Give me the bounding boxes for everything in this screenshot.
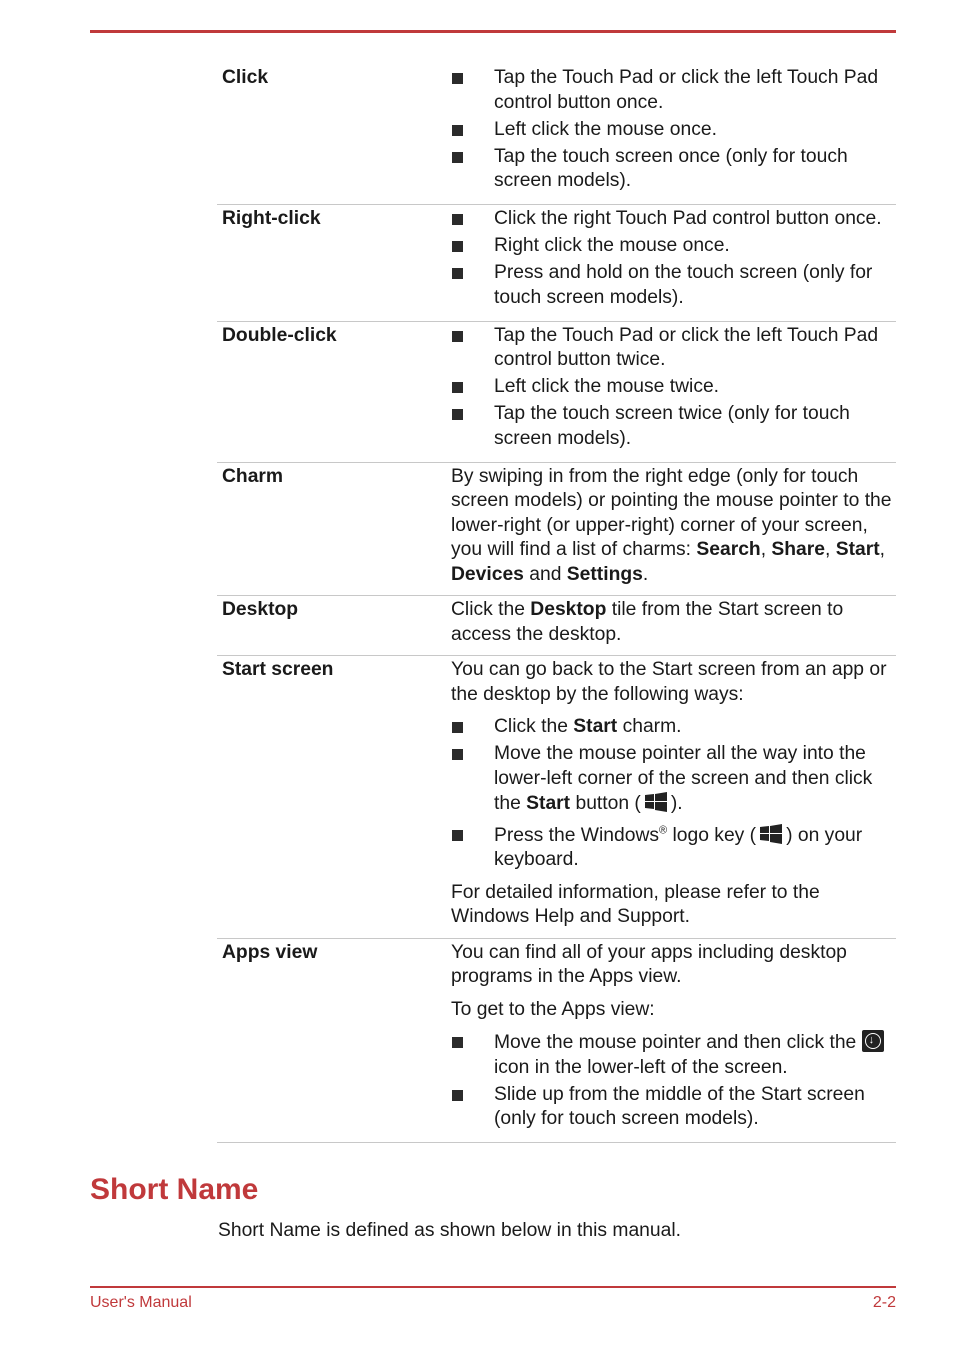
table-row-charm <box>217 462 896 596</box>
term-desktop: Desktop <box>222 599 299 620</box>
table-row-apps-view <box>217 938 896 1143</box>
description-right-click <box>451 205 896 322</box>
desktop-text: tile from the Start screen to access the desktop. <box>451 599 844 645</box>
charm-paragraph <box>451 465 896 588</box>
table-row-click <box>217 64 896 205</box>
list-item <box>451 823 896 873</box>
list-item: Tap the Touch Pad or click the left Touch Pad control button twice. <box>451 324 896 373</box>
desktop-bold: Desktop <box>530 599 607 620</box>
separator: and <box>523 563 567 585</box>
table-row-start-screen <box>217 656 896 939</box>
bullet-list <box>451 66 896 194</box>
list-item <box>451 715 896 740</box>
bullet-list <box>451 207 896 310</box>
windows-logo-key-icon <box>758 823 784 845</box>
charm-search: Search <box>696 539 761 560</box>
list-item: Tap the touch screen twice (only for touch screen models). <box>451 402 896 451</box>
apps-intro: You can find all of your apps including desktop programs in the Apps view. <box>451 941 847 987</box>
table-row-desktop <box>217 596 896 656</box>
item-text: icon in the lower-left of the screen. <box>494 1056 788 1078</box>
description-charm <box>451 462 896 596</box>
item-text: logo key ( <box>667 824 757 846</box>
table-row-right-click <box>217 205 896 322</box>
list-item: Slide up from the middle of the Start screen (only for touch screen models). <box>451 1083 896 1132</box>
list-item: Tap the touch screen once (only for touch screen models). <box>451 145 896 194</box>
item-text: ) on your keyboard. <box>494 824 863 870</box>
start-intro: You can go back to the Start screen from an app or the desktop by the following ways: <box>451 659 887 705</box>
page-number: 2-2 <box>872 1294 896 1311</box>
footer-manual-title: User's Manual <box>90 1294 192 1311</box>
charm-settings: Settings <box>566 563 643 585</box>
item-bold: Start <box>526 793 571 814</box>
header-rule <box>90 30 896 33</box>
charm-share: Share <box>771 539 826 560</box>
desktop-paragraph <box>451 598 896 647</box>
bullet-list <box>451 324 896 452</box>
charm-devices: Devices <box>451 563 524 585</box>
windows-start-icon <box>643 791 669 813</box>
table-row-double-click <box>217 321 896 462</box>
list-item: Tap the Touch Pad or click the left Touch Pad control button once. <box>451 66 896 115</box>
separator: . <box>642 563 649 585</box>
term-right-click: Right-click <box>222 208 321 229</box>
item-text: Press the Windows <box>494 824 660 846</box>
list-item: Left click the mouse once. <box>451 118 896 143</box>
description-double-click <box>451 321 896 462</box>
bullet-list <box>451 1030 896 1132</box>
description-apps-view <box>451 938 896 1143</box>
description-click <box>451 64 896 205</box>
list-item: Press and hold on the touch screen (only for touch screen models). <box>451 261 896 310</box>
separator: , <box>825 539 836 560</box>
charm-start: Start <box>835 539 880 560</box>
apps-arrow-down-icon: ↓ <box>862 1030 884 1052</box>
start-outro: For detailed information, please refer to the Windows Help and Support. <box>451 881 820 927</box>
item-text: Move the mouse pointer all the way into the lower-left corner of the screen and then click the <box>494 743 873 814</box>
item-text: Click the <box>494 716 574 737</box>
term-click: Click <box>222 67 269 88</box>
separator: , <box>760 539 772 560</box>
term-double-click: Double-click <box>222 324 337 346</box>
term-charm: Charm <box>222 465 284 487</box>
apps-howto: To get to the Apps view: <box>451 998 655 1020</box>
item-text: charm. <box>617 716 682 737</box>
footer-rule <box>90 1286 896 1288</box>
bullet-list <box>451 715 896 873</box>
description-desktop <box>451 596 896 656</box>
list-item: Click the right Touch Pad control button once. <box>451 207 896 232</box>
separator: , <box>879 539 886 560</box>
desktop-text: Click the <box>451 599 531 620</box>
item-text: Move the mouse pointer and then click the <box>494 1032 862 1053</box>
section-intro: Short Name is defined as shown below in this manual. <box>218 1220 681 1241</box>
item-text: button ( <box>570 793 641 814</box>
term-apps-view: Apps view <box>222 941 318 963</box>
list-item <box>451 1030 896 1080</box>
item-text: ). <box>670 793 683 814</box>
list-item: Left click the mouse twice. <box>451 375 896 400</box>
item-bold: Start <box>573 716 618 737</box>
list-item: Right click the mouse once. <box>451 234 896 259</box>
operations-table <box>217 64 896 1143</box>
description-start-screen <box>451 656 896 939</box>
list-item <box>451 742 896 817</box>
section-title: Short Name <box>90 1173 259 1206</box>
charm-text: By swiping in from the right edge (only for touch screen models) or pointing the mouse pointer to the lower-right (or upper-right) corner of your screen, you will find a list of charms: <box>451 465 892 560</box>
term-start-screen: Start screen <box>222 659 334 680</box>
registered-mark: ® <box>659 824 668 837</box>
